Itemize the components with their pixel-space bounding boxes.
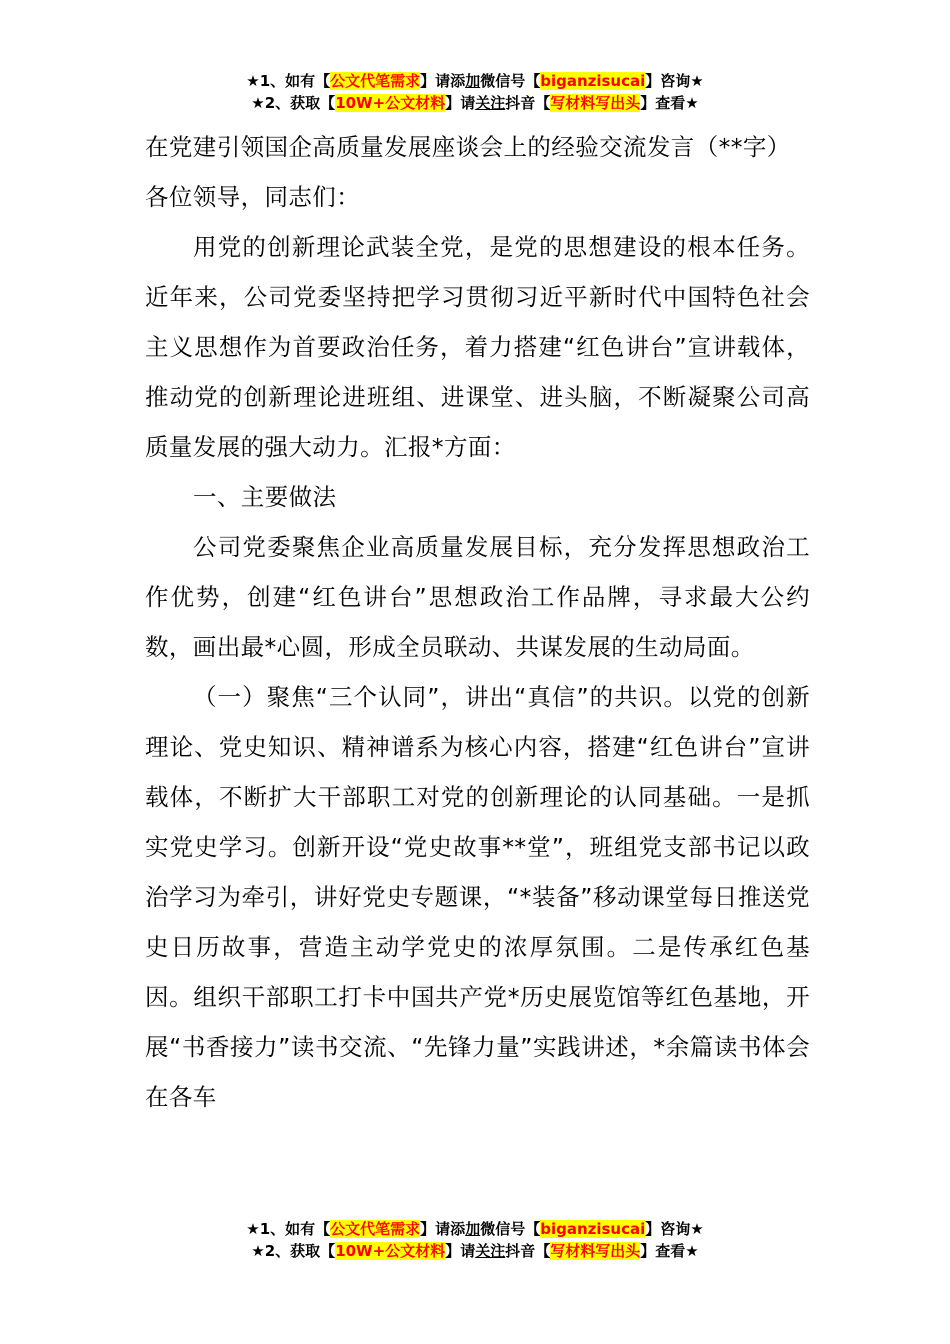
- banner-text: 】查看★: [640, 94, 699, 112]
- banner-text: 】请关注抖音【: [445, 1242, 551, 1260]
- banner-text: 】请关注抖音【: [445, 94, 551, 112]
- banner-text: 】咨询★: [645, 72, 704, 90]
- banner-highlight: 10W+公文材料: [335, 94, 446, 112]
- paragraph-subsection-1: （一）聚焦“三个认同”，讲出“真信”的共识。以党的创新理论、党史知识、精神谱系为核心内容，搭建“红色讲台”宣讲载体，不断扩大干部职工对党的创新理论的认同基础。一是抓实党史学习。创新开设“党史故事**堂”，班组党支部书记以政治学习为牵引，讲好党史专题课，“*装备”移动课堂每日推送党史日历故事，营造主动学党史的浓厚氛围。二是传承红色基因。组织干部职工打卡中国共产党*历史展览馆等红色基地，开展“书香接力”读书交流、“先锋力量”实践讲述，*余篇读书体会在各车: [145, 683, 810, 1111]
- banner-text: ★2、获取【: [251, 1242, 336, 1260]
- banner-text: 】请添加微信号【: [420, 72, 541, 90]
- banner-line-2: [0, 1240, 950, 1262]
- paragraph-intro: 用党的创新理论武装全党，是党的思想建设的根本任务。近年来，公司党委坚持把学习贯彻习近平新时代中国特色社会主义思想作为首要政治任务，着力搭建“红色讲台”宣讲载体，推动党的创新理论进班组、进课堂、进头脑，不断凝聚公司高质量发展的强大动力。汇报*方面：: [145, 233, 810, 461]
- footer-banner: [0, 1218, 950, 1262]
- banner-text: 】咨询★: [645, 1220, 704, 1238]
- banner-text: ★1、如有【: [246, 1220, 331, 1238]
- banner-highlight: 公文代笔需求: [330, 1220, 421, 1238]
- banner-line-1: [0, 70, 950, 92]
- banner-text: ★1、如有【: [246, 72, 331, 90]
- banner-highlight: 写材料写出头: [550, 94, 641, 112]
- banner-highlight: biganzisucai: [540, 72, 646, 90]
- banner-line-2: [0, 92, 950, 114]
- banner-highlight: 10W+公文材料: [335, 1242, 446, 1260]
- header-banner: [0, 70, 950, 114]
- document-title: 在党建引领国企高质量发展座谈会上的经验交流发言（**字）: [145, 133, 791, 161]
- document-body: [145, 122, 810, 1122]
- salutation: 各位领导，同志们：: [145, 183, 361, 211]
- banner-highlight: biganzisucai: [540, 1220, 646, 1238]
- banner-line-1: [0, 1218, 950, 1240]
- banner-highlight: 公文代笔需求: [330, 72, 421, 90]
- banner-text: ★2、获取【: [251, 94, 336, 112]
- paragraph-overview: 公司党委聚焦企业高质量发展目标，充分发挥思想政治工作优势，创建“红色讲台”思想政治工作品牌，寻求最大公约数，画出最*心圆，形成全员联动、共谋发展的生动局面。: [145, 533, 810, 661]
- banner-text: 】请添加微信号【: [420, 1220, 541, 1238]
- banner-text: 】查看★: [640, 1242, 699, 1260]
- banner-highlight: 写材料写出头: [550, 1242, 641, 1260]
- section-heading: 一、主要做法: [193, 483, 337, 511]
